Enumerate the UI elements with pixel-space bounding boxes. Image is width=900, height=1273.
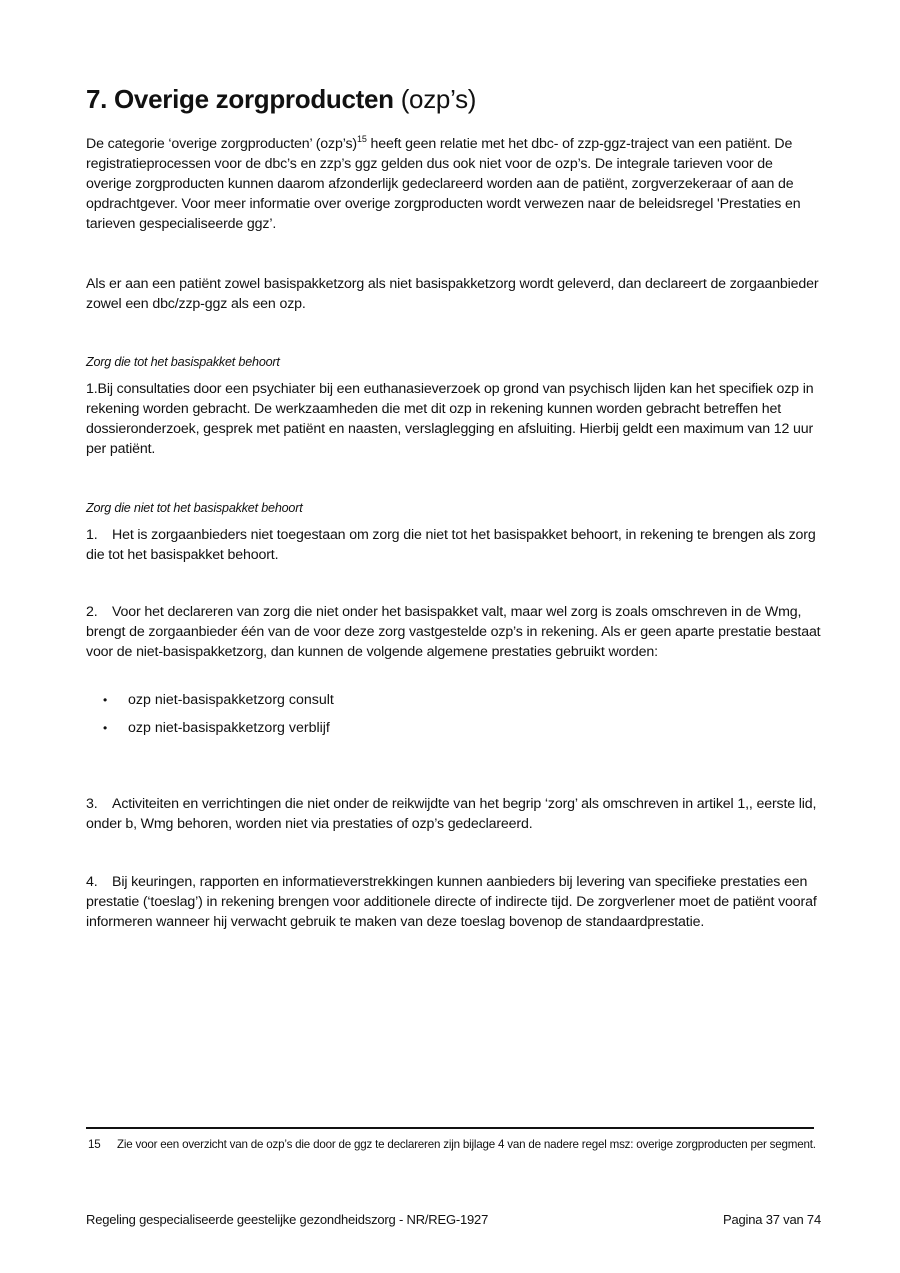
intro-text-end: heeft geen relatie met het dbc- of zzp-ggz-traject van een patiënt. De registratieprocessen voor de dbc’s en zzp’s ggz gelden dus ook niet voor de ozp’s. De integrale tarieven voor de overige zorgproducten kunnen daarom afzonderlijk gedeclareerd worden aan de patiënt, zorgverzekeraar of aan de opdrachtgever. Voor meer informatie over overige zorgproducten wordt verwezen naar de beleidsregel 'Prestaties en tarieven gespecialiseerde ggz’. [86,136,801,232]
paragraph-mixed-care [86,274,821,314]
niet-basis-item-4 [86,872,821,932]
bullet-list [86,690,821,746]
list-item [86,718,821,746]
paragraph-text: Als er aan een patiënt zowel basispakketzorg als niet basispakketzorg wordt geleverd, dan declareert de zorgaanbieder zowel een dbc/zzp-ggz als een ozp. [86,276,819,312]
list-item-text: ozp niet-basispakketzorg consult [128,692,334,708]
niet-basis-item-1 [86,525,821,565]
item-number: 4. [86,874,98,890]
item-text: Het is zorgaanbieders niet toegestaan om zorg die niet tot het basispakket behoort, in rekening te brengen als zorg die tot het basispakket behoort. [86,527,816,563]
subheading-text: Zorg die tot het basispakket behoort [86,355,280,369]
subheading-niet-basis [86,498,821,518]
subheading-basis [86,352,821,372]
heading-abbreviation: (ozp’s) [400,84,477,114]
item-text: Voor het declareren van zorg die niet onder het basispakket valt, maar wel zorg is zoals omschreven in de Wmg, brengt de zorgaanbieder één van de voor deze zorg vastgestelde ozp’s in rekening. Als er geen aparte prestatie bestaat voor de niet-basispakketzorg, dan kunnen de volgende algemene prestaties gebruikt worden: [86,604,821,660]
niet-basis-item-2 [86,602,821,662]
bullet-icon: • [103,693,108,707]
basis-item-text: 1.Bij consultaties door een psychiater bij een euthanasieverzoek op grond van psychisch lijden kan het specifiek ozp in rekening worden gebracht. De werkzaamheden die met dit ozp in rekening kunnen worden gebracht betreffen het dossieronderzoek, gesprek met patiënt en naasten, verslaglegging en afsluiting. Hierbij geldt een maximum van 12 uur per patiënt. [86,381,814,457]
footnote-divider [86,1127,814,1129]
footnote [86,1135,826,1154]
footnote-text: Zie voor een overzicht van de ozp’s die door de ggz te declareren zijn bijlage 4 van de nadere regel msz: overige zorgproducten per segment. [117,1138,816,1151]
item-number: 2. [86,604,98,620]
page-footer [86,1212,821,1227]
niet-basis-item-3 [86,794,821,834]
intro-paragraph [86,134,821,234]
list-item-text: ozp niet-basispakketzorg verblijf [128,720,330,736]
bullet-icon: • [103,721,108,735]
basis-item-1 [86,379,821,459]
intro-text-start: De categorie ‘overige zorgproducten’ (ozp’s) [86,136,357,152]
footnote-reference[interactable]: 15 [357,134,367,144]
section-heading [86,84,476,115]
footnote-number: 15 [88,1138,101,1151]
footer-document-title: Regeling gespecialiseerde geestelijke gezondheidszorg - NR/REG-1927 [86,1212,489,1227]
heading-title: 7. Overige zorgproducten [86,84,394,114]
item-number: 1. [86,527,98,543]
item-text: Bij keuringen, rapporten en informatieverstrekkingen kunnen aanbieders bij levering van specifieke prestaties een prestatie (‘toeslag’) in rekening brengen voor additionele directe of indirecte tijd. De zorgverlener moet de patiënt vooraf informeren wanneer hij verwacht gebruik te maken van deze toeslag bovenop de standaardprestatie. [86,874,817,930]
item-text: Activiteiten en verrichtingen die niet onder de reikwijdte van het begrip ‘zorg’ als omschreven in artikel 1,, eerste lid, onder b, Wmg behoren, worden niet via prestaties of ozp’s gedeclareerd. [86,796,817,832]
list-item [86,690,821,718]
subheading-text: Zorg die niet tot het basispakket behoort [86,501,303,515]
footer-page-number: Pagina 37 van 74 [723,1212,821,1227]
item-number: 3. [86,796,98,812]
